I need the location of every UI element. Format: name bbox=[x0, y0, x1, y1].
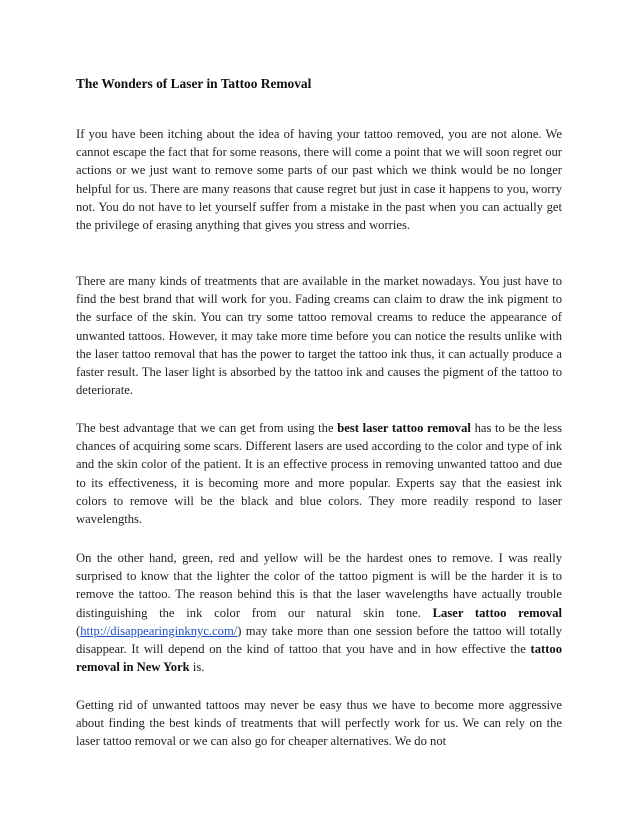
bold-keyword-laser-tattoo-removal: Laser tattoo removal bbox=[432, 605, 562, 620]
disappearing-ink-link[interactable]: http://disappearinginknyc.com/ bbox=[80, 623, 238, 638]
document-title: The Wonders of Laser in Tattoo Removal bbox=[76, 76, 312, 91]
paragraph-4-text-start: On the other hand, green, red and yellow will be the hardest ones to remove. I was really surprised to know that the lighter the color of the tattoo pigment is will be the harder it is to remove the tattoo. The reason behind this is that the laser wavelengths have actually trouble distinguishing the ink color from our natural skin tone. bbox=[76, 551, 562, 620]
bold-keyword-tattoo-removal-new-york: tattoo removal in New York bbox=[76, 642, 562, 675]
open-paren: ( bbox=[76, 623, 81, 638]
paragraph-3 bbox=[76, 419, 562, 528]
paragraph-2: There are many kinds of treatments that are available in the market nowadays. You just have to find the best brand that will work for you. Fading creams can claim to draw the ink pigment to the surface of the skin. You can try some tattoo removal creams to reduce the appearance of unwanted tattoos. However, it may take more time before you can notice the results unlike with the laser tattoo removal that has the power to target the tattoo ink thus, it can actually produce a faster result. The laser light is absorbed by the tattoo ink and causes the pigment of the tattoo to deteriorate. bbox=[76, 274, 562, 398]
paragraph-4 bbox=[76, 549, 562, 676]
paragraph-3-text-end: has to be the less chances of acquiring some scars. Different lasers are used according to the color and type of ink and the skin color of the patient. It is an effective process in removing unwanted tattoo and due to its effectiveness, it is becoming more and more popular. Experts say that the easiest ink colors to remove will be the black and blue colors. They more readily respond to laser wavelengths. bbox=[76, 421, 562, 527]
paragraph-3-text-start: The best advantage that we can get from using the bbox=[76, 421, 338, 435]
paragraph-4-text-middle: ) may take more than one session before the tattoo will totally disappear. It will depend on the kind of tattoo that you have and in how effective the bbox=[76, 623, 562, 657]
paragraph-4-text-end: is. bbox=[189, 660, 205, 675]
paragraph-5: Getting rid of unwanted tattoos may never be easy thus we have to become more aggressive about finding the best kinds of treatments that will perfectly work for us. We can rely on the laser tattoo removal or we can also go for cheaper alternatives. We do not bbox=[76, 698, 562, 749]
bold-keyword-best-laser-tattoo-removal: best laser tattoo removal bbox=[337, 421, 471, 435]
paragraph-1: If you have been itching about the idea of having your tattoo removed, you are not alone. We cannot escape the fact that for some reasons, there will come a point that we will soon regret our actions or we just want to remove some parts of our past which we think would be no longer helpful for us. There are many reasons that cause regret but just in case it happens to you, worry not. You do not have to let yourself suffer from a mistake in the past when you can actually get the privilege of erasing anything that gives you stress and worries. bbox=[76, 127, 562, 233]
